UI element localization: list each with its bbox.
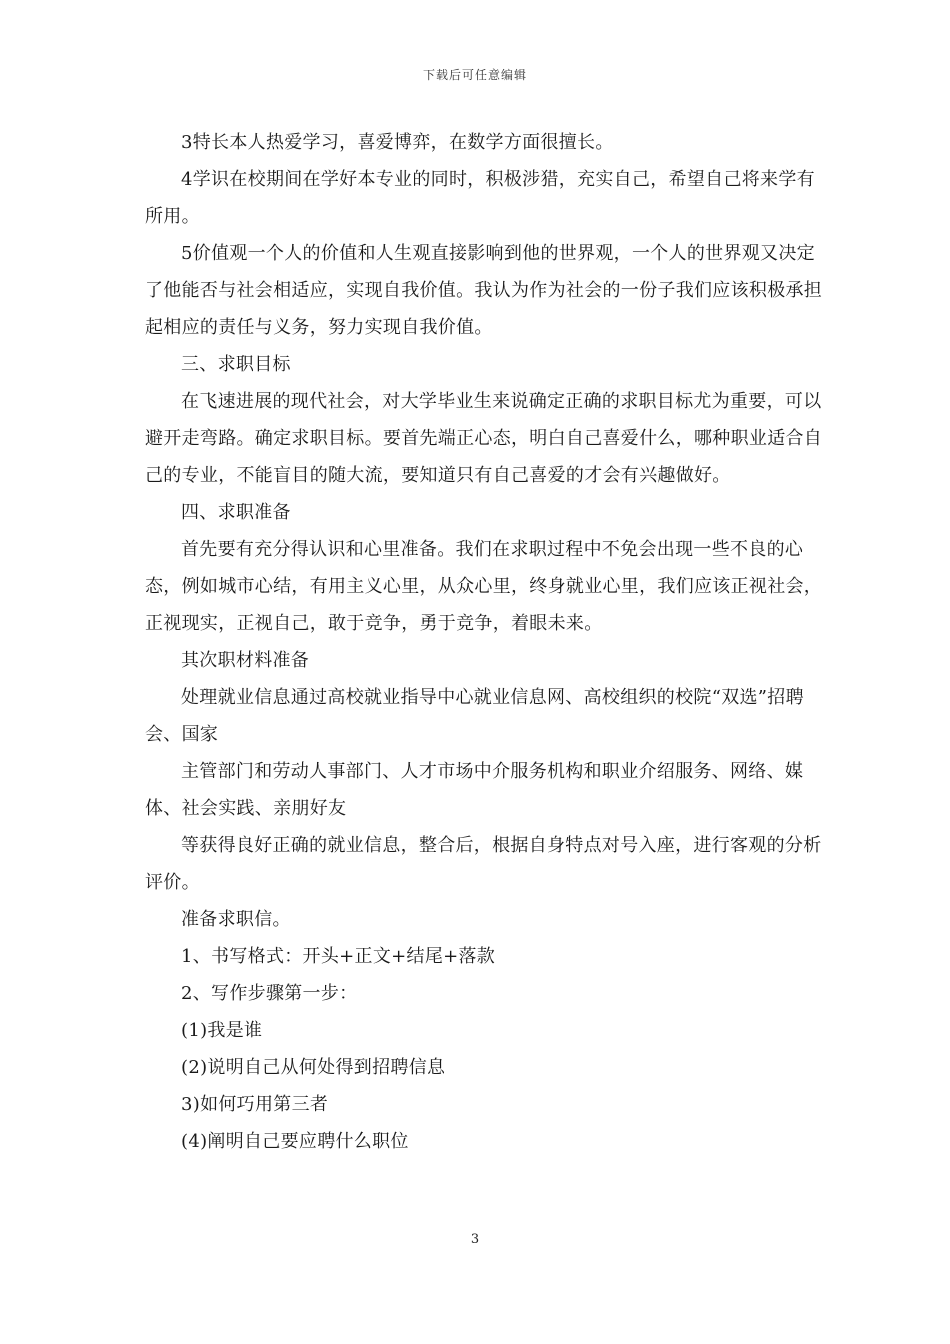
paragraph-job-goal: 在飞速进展的现代社会，对大学毕业生来说确定正确的求职目标尤为重要，可以避开走弯路。确定求职目标。要首先端正心态，明白自己喜爱什么，哪种职业适合自己的专业，不能盲目的随大流，要知道只有自己喜爱的才会有兴趣做好。 [145, 391, 823, 486]
list-item-third-party: 3)如何巧用第三者 [181, 1094, 329, 1115]
section-heading-job-goal: 三、求职目标 [181, 354, 291, 375]
paragraph-info-sources-3: 等获得良好正确的就业信息，整合后，根据自身特点对号入座，进行客观的分析评价。 [145, 835, 822, 893]
document-body [145, 124, 825, 1160]
page-header: 下载后可任意编辑 [422, 68, 527, 82]
list-item-info-source: (2)说明自己从何处得到招聘信息 [181, 1057, 446, 1078]
paragraph-materials-prep: 其次职材料准备 [181, 650, 310, 671]
paragraph-cover-letter: 准备求职信。 [181, 909, 291, 930]
paragraph-values: 5价值观一个人的价值和人生观直接影响到他的世界观，一个人的世界观又决定了他能否与社会相适应，实现自我价值。我认为作为社会的一份子我们应该积极承担起相应的责任与义务，努力实现自我价值。 [145, 243, 823, 338]
paragraph-info-sources-2: 主管部门和劳动人事部门、人才市场中介服务机构和职业介绍服务、网络、媒体、社会实践、亲朋好友 [145, 761, 804, 819]
list-item-position: (4)阐明自己要应聘什么职位 [181, 1131, 409, 1152]
list-item-who-am-i: (1)我是谁 [181, 1020, 263, 1041]
list-item-format: 1、书写格式：开头+正文+结尾+落款 [181, 946, 496, 967]
paragraph-info-sources-1: 处理就业信息通过高校就业指导中心就业信息网、高校组织的校院“双选”招聘会、国家 [145, 687, 804, 745]
paragraph-specialty: 3特长本人热爱学习，喜爱博弈，在数学方面很擅长。 [181, 132, 614, 153]
paragraph-knowledge: 4学识在校期间在学好本专业的同时，积极涉猎，充实自己，希望自己将来学有所用。 [145, 169, 815, 227]
page-number: 3 [470, 1232, 480, 1247]
list-item-steps: 2、写作步骤第一步： [181, 983, 358, 1004]
section-heading-job-prep: 四、求职准备 [181, 502, 291, 523]
paragraph-mental-prep: 首先要有充分得认识和心里准备。我们在求职过程中不免会出现一些不良的心态，例如城市心结，有用主义心里，从众心里，终身就业心里，我们应该正视社会，正视现实，正视自己，敢于竞争，勇于竞争，着眼未来。 [145, 539, 823, 634]
